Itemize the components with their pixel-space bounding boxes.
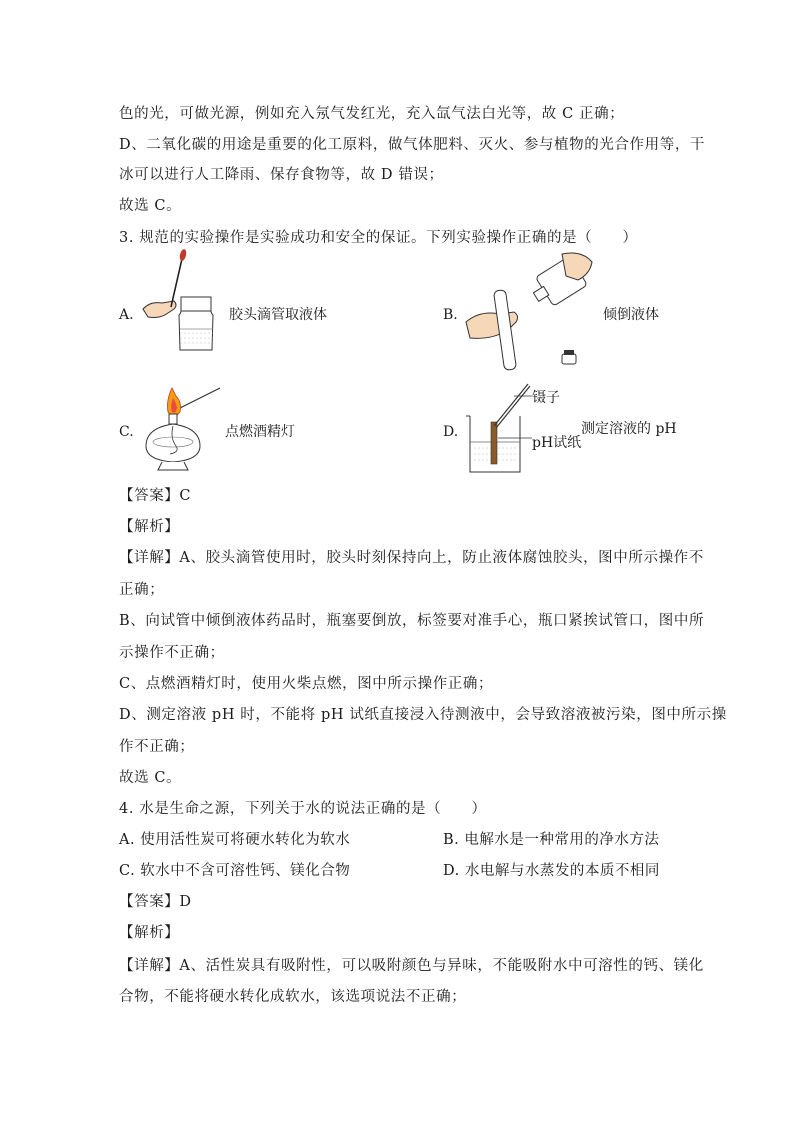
answer-q4: 【答案】D <box>119 894 192 910</box>
text-line: 冰可以进行人工降雨、保存食物等，故 D 错误； <box>119 167 444 183</box>
answer-q3: 【答案】C <box>119 488 192 504</box>
analysis-line: 示操作不正确； <box>119 645 225 661</box>
option-a-letter: A. <box>119 307 134 323</box>
analysis-line: C、点燃酒精灯时，使用火柴点燃，图中所示操作正确； <box>119 676 494 692</box>
question-4-stem: 4. 水是生命之源，下列关于水的说法正确的是（ ） <box>119 801 487 817</box>
text-line: 故选 C。 <box>119 198 182 214</box>
option-c-letter: C. <box>119 424 134 440</box>
ph-paper-label: pH试纸 <box>532 435 582 451</box>
q4-option-d: D. 水电解与水蒸发的本质不相同 <box>443 863 660 879</box>
option-b-label: 倾倒液体 <box>603 307 659 323</box>
text-line: D、二氧化碳的用途是重要的化工原料，做气体肥料、灭火、参与植物的光合作用等，干 <box>119 137 706 153</box>
text-line: 色的光，可做光源，例如充入氖气发红光，充入氙气法白光等，故 C 正确； <box>119 106 625 122</box>
analysis-title-q4: 【解析】 <box>119 925 180 941</box>
alcohol-lamp-figure <box>140 380 230 472</box>
analysis-line: B、向试管中倾倒液体药品时，瓶塞要倒放，标签要对准手心，瓶口紧挨试管口，图中所 <box>119 613 705 629</box>
analysis-line: 正确； <box>119 582 165 598</box>
ph-measure-figure <box>462 380 532 476</box>
analysis-line: D、测定溶液 pH 时，不能将 pH 试纸直接浸入待测液中，会导致溶液被污染，图中所示操 <box>119 707 727 723</box>
option-d-label: 测定溶液的 pH <box>581 421 677 437</box>
option-d-letter: D. <box>443 424 459 440</box>
option-b-letter: B. <box>443 307 458 323</box>
analysis-line: 作不正确； <box>119 739 195 755</box>
q4-option-b: B. 电解水是一种常用的净水方法 <box>443 832 660 848</box>
pour-liquid-figure <box>462 252 602 376</box>
analysis-line: 【详解】A、活性炭具有吸附性，可以吸附颜色与异味，不能吸附水中可溶性的钙、镁化 <box>119 958 704 974</box>
q4-option-c: C. 软水中不含可溶性钙、镁化合物 <box>119 863 351 879</box>
tweezers-label: 镊子 <box>532 390 560 406</box>
analysis-line: 合物，不能将硬水转化成软水，该选项说法不正确； <box>119 989 467 1005</box>
analysis-title-q3: 【解析】 <box>119 519 180 535</box>
dropper-figure <box>140 245 230 355</box>
option-a-label: 胶头滴管取液体 <box>229 307 327 323</box>
option-c-label: 点燃酒精灯 <box>225 424 295 440</box>
analysis-line: 故选 C。 <box>119 770 182 786</box>
question-3-stem: 3. 规范的实验操作是实验成功和安全的保证。下列实验操作正确的是（ ） <box>119 230 638 246</box>
analysis-line: 【详解】A、胶头滴管使用时，胶头时刻保持向上，防止液体腐蚀胶头，图中所示操作不 <box>119 550 704 566</box>
q4-option-a: A. 使用活性炭可将硬水转化为软水 <box>119 832 351 848</box>
